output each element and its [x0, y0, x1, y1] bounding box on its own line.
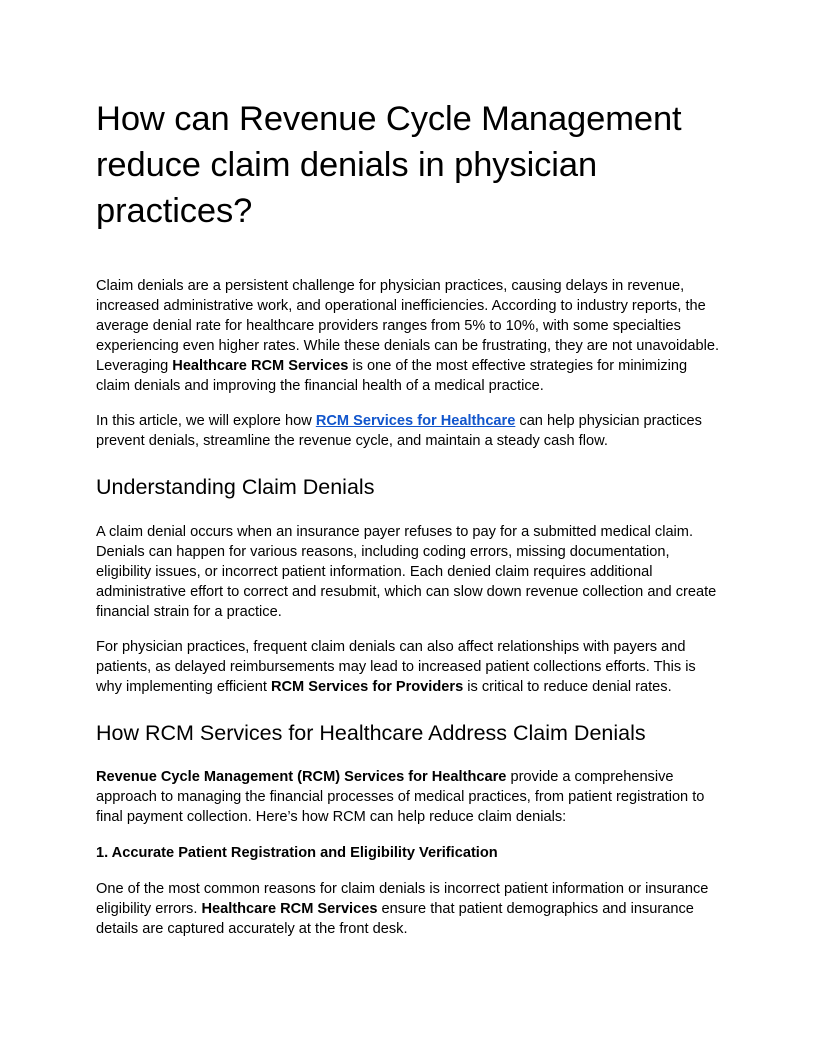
- intro-text: Claim denials are a persistent challenge for physician practices, causing delays in revenue, increased administrative work, and operational inefficiencies. According to industry reports, the average denial rate for healthcare providers ranges from 5% to 10%, with some specialties experiencing even higher rates. While these denials can be frustrating, they are not unavoidable. Leveraging: [96, 278, 720, 374]
- section2-text: provide a comprehensive approach to managing the financial processes of medical practices, from patient registration to final payment collection. Here’s how RCM can help reduce claim denials:: [96, 769, 705, 825]
- section1-paragraph-2: [96, 637, 720, 697]
- intro-bold-term: Healthcare RCM Services: [172, 358, 349, 374]
- section1-paragraph-1: A claim denial occurs when an insurance payer refuses to pay for a submitted medical claim. Denials can happen for various reasons, including coding errors, missing documentation, eligibility issues, or incorrect patient information. Each denied claim requires additional administrative effort to correct and resubmit, which can slow down revenue collection and create financial strain for a practice.: [96, 524, 717, 620]
- intro-text: In this article, we will explore how: [96, 413, 316, 429]
- section2-paragraph-1: [96, 767, 720, 827]
- intro-paragraph-1: [96, 276, 720, 396]
- section2-bold-term: Revenue Cycle Management (RCM) Services for Healthcare: [96, 769, 507, 785]
- subsection1-bold-term: Healthcare RCM Services: [201, 901, 378, 917]
- subsection1-text: One of the most common reasons for claim denials is incorrect patient information or insurance eligibility errors.: [96, 881, 709, 917]
- page-title: How can Revenue Cycle Management reduce claim denials in physician practices?: [96, 100, 682, 230]
- section-heading-understanding-denials: Understanding Claim Denials: [96, 475, 375, 499]
- section-heading-rcm-address-denials: How RCM Services for Healthcare Address Claim Denials: [96, 721, 646, 745]
- intro-paragraph-2: [96, 411, 720, 451]
- subsection1-text-continued: ensure that patient demographics and insurance details are captured accurately at the front desk.: [96, 901, 694, 937]
- subsection-heading-registration: 1. Accurate Patient Registration and Eligibility Verification: [96, 845, 498, 861]
- section1-bold-term: RCM Services for Providers: [270, 679, 464, 695]
- rcm-services-link[interactable]: RCM Services for Healthcare: [315, 413, 516, 429]
- intro-text-continued: can help physician practices prevent denials, streamline the revenue cycle, and maintain a steady cash flow.: [96, 413, 702, 449]
- document-page: [96, 96, 720, 939]
- section1-text-continued: is critical to reduce denial rates.: [463, 679, 672, 695]
- intro-text-continued: is one of the most effective strategies for minimizing claim denials and improving the financial health of a medical practice.: [96, 358, 688, 394]
- section1-text: For physician practices, frequent claim denials can also affect relationships with payers and patients, as delayed reimbursements may lead to increased patient collections efforts. This is why implementing efficient: [96, 639, 696, 695]
- subsection1-paragraph: [96, 879, 720, 939]
